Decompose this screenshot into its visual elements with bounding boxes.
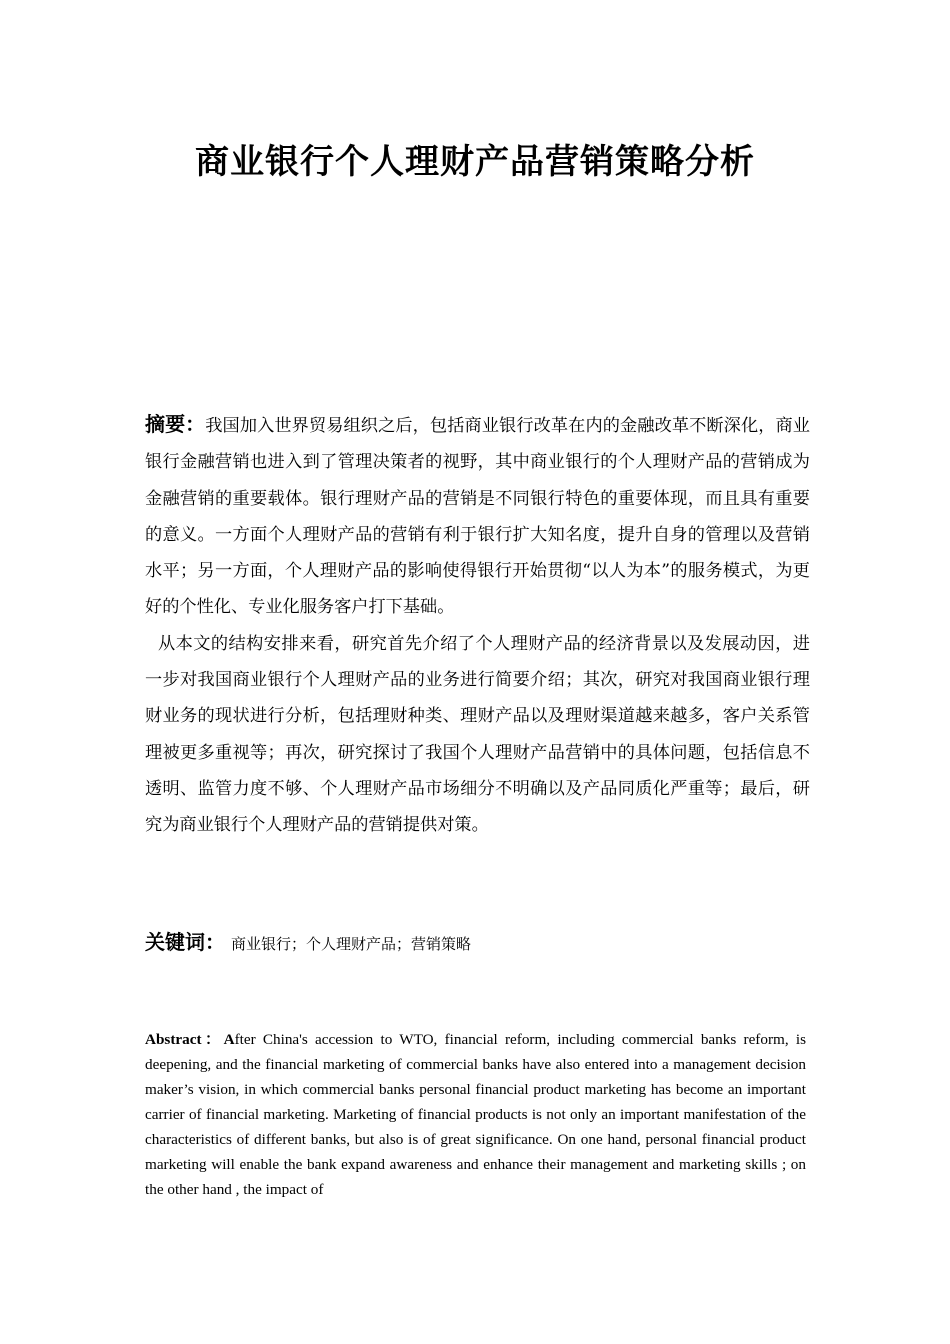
english-abstract-first-letter: A [223, 1031, 235, 1048]
english-abstract [145, 1027, 806, 1202]
chinese-abstract-label: 摘要： [145, 412, 206, 436]
english-abstract-paragraph [145, 1027, 806, 1202]
chinese-abstract-text-1: 我国加入世界贸易组织之后，包括商业银行改革在内的金融改革不断深化，商业银行金融营销也进入到了管理决策者的视野，其中商业银行的个人理财产品的营销成为金融营销的重要载体。银行理财产品的营销是不同银行特色的重要体现，而且具有重要的意义。一方面个人理财产品的营销有利于银行扩大知名度，提升自身的管理以及营销水平；另一方面，个人理财产品的影响使得银行开始贯彻“以人为本”的服务模式，为更好的个性化、专业化服务客户打下基础。 [145, 416, 810, 618]
keywords-text: 商业银行；个人理财产品；营销策略 [231, 935, 472, 953]
english-abstract-text: fter China's accession to WTO, financial reform, including commercial banks reform, is deepening, and the financial marketing of commercial banks have also entered into a management decision maker’s vision, in which commercial banks personal financial product marketing has become an important carrier of financial marketing. Marketing of financial products is not only an important manifestation of the characteristics of different banks, but also is of great significance. On one hand, personal financial product marketing will enable the bank expand awareness and enhance their management and marketing skills ; on the other hand , the impact of [145, 1031, 806, 1198]
keywords-line [145, 924, 810, 962]
chinese-abstract-paragraph-2: 从本文的结构安排来看，研究首先介绍了个人理财产品的经济背景以及发展动因，进一步对我国商业银行个人理财产品的业务进行简要介绍；其次，研究对我国商业银行理财业务的现状进行分析，包括理财种类、理财产品以及理财渠道越来越多，客户关系管理被更多重视等；再次，研究探讨了我国个人理财产品营销中的具体问题，包括信息不透明、监管力度不够、个人理财产品市场细分不明确以及产品同质化严重等；最后，研究为商业银行个人理财产品的营销提供对策。 [145, 633, 810, 836]
chinese-abstract [145, 406, 810, 844]
english-abstract-label: Abstract： [145, 1031, 224, 1048]
chinese-abstract-paragraph-1 [145, 406, 810, 626]
keywords-label: 关键词： [145, 930, 225, 954]
document-title: 商业银行个人理财产品营销策略分析 [195, 142, 755, 182]
